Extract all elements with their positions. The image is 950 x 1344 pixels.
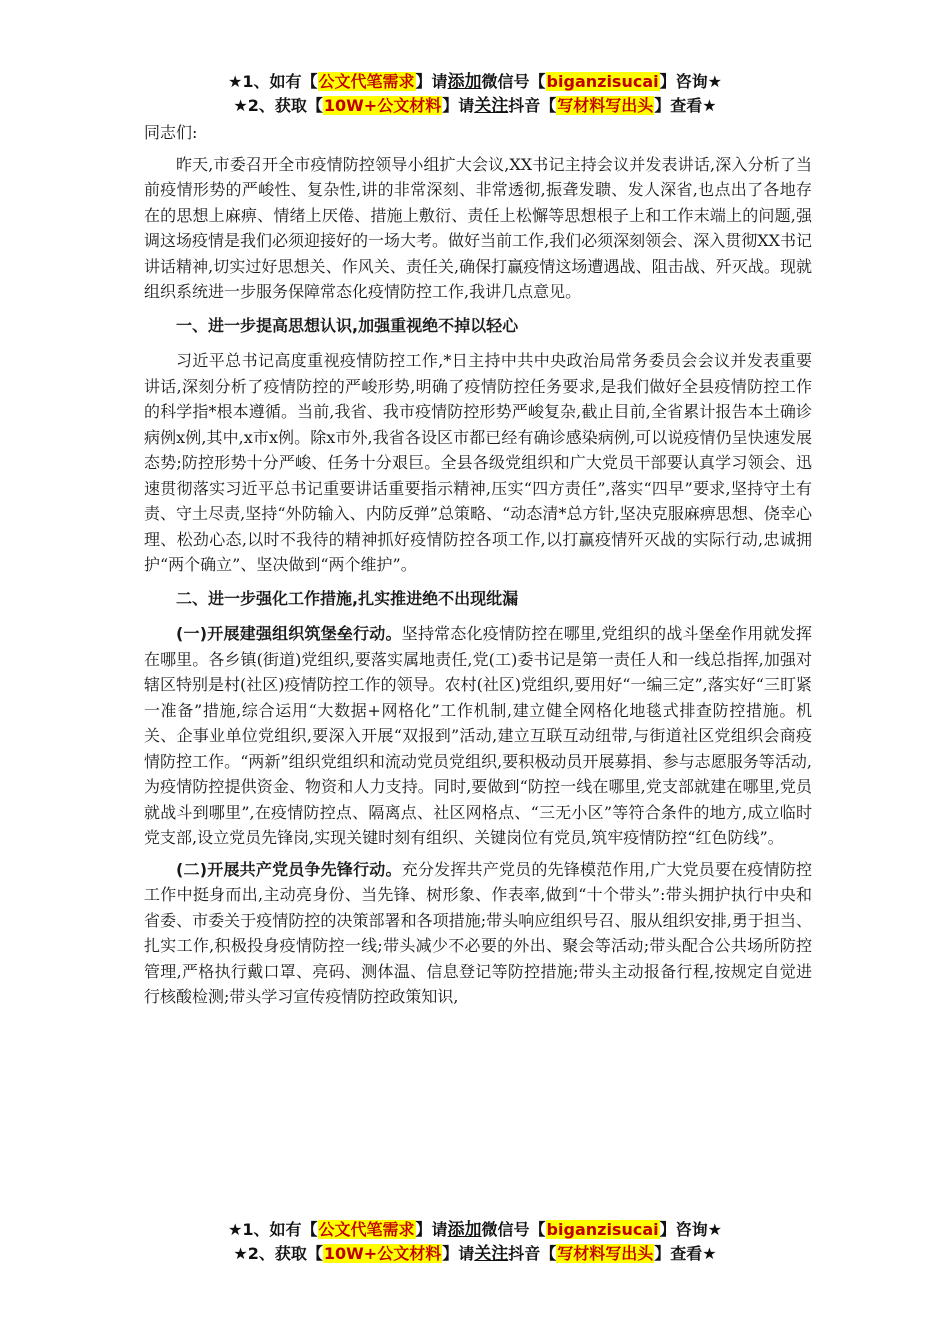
subsection-2-paragraph [144,857,812,1010]
salutation: 同志们: [144,123,198,142]
document-body [144,120,812,1016]
subsection-2-title: (二)开展共产党员争先锋行动。 [176,859,402,879]
intro-paragraph: 昨天,市委召开全市疫情防控领导小组扩大会议,XX书记主持会议并发表讲话,深入分析了当前疫情形势的严峻性、复杂性,讲的非常深刻、非常透彻,振聋发聩、发人深省,也点出了各地存在的思想上麻痹、情绪上厌倦、措施上敷衍、责任上松懈等思想根子上和工作末端上的问题,强调这场疫情是我们必须迎接好的一场大考。做好当前工作,我们必须深刻领会、深入贯彻XX书记讲话精神,切实过好思想关、作风关、责任关,确保打赢疫情这场遭遇战、阻击战、歼灭战。现就组织系统进一步服务保障常态化疫情防控工作,我讲几点意见。 [144,154,812,301]
subsection-1-title: (一)开展建强组织筑堡垒行动。 [176,624,402,643]
promo-text: 微信号【 [481,1220,546,1239]
promo-line-2 [0,94,950,118]
section-1-paragraph: 习近平总书记高度重视疫情防控工作,*日主持中共中央政治局常务委员会会议并发表重要讲话,深刻分析了疫情防控的严峻形势,明确了疫情防控任务要求,是我们做好全县疫情防控工作的科学指*根本遵循。当前,我省、我市疫情防控形势严峻复杂,截止目前,全省累计报告本土确诊病例x例,其中,x市x例。除x市外,我省各设区市都已经有确诊感染病例,可以说疫情仍呈快速发展态势;防控形势十分严峻、任务十分艰巨。全县各级党组织和广大党员干部要认真学习领会、迅速贯彻落实习近平总书记重要讲话重要指示精神,压实“四方责任”,落实“四早”要求,坚持守土有责、守土尽责,坚持“外防输入、内防反弹”总策略、“动态清*总方针,坚决克服麻痹思想、侥幸心理、松劲心态,以时不我待的精神抓好疫情防控各项工作,以打赢疫情歼灭战的实际行动,忠诚拥护“两个确立”、坚决做到“两个维护”。 [144,351,812,574]
subsection-2-body: 充分发挥共产党员的先锋模范作用,广大党员要在疫情防控工作中挺身而出,主动亮身份、当先锋、树形象、作表率,做到“十个带头”:带头拥护执行中央和省委、市委关于疫情防控的决策部署和各项措施;带头响应组织号召、服从组织安排,勇于担当、扎实工作,积极投身疫情防控一线;带头减少不必要的外出、聚会等活动;带头配合公共场所防控管理,严格执行戴口罩、亮码、测体温、信息登记等防控措施;带头主动报备行程,按规定自觉进行核酸检测;带头学习宣传疫情防控政策知识, [144,859,812,1006]
promo-text: ★1、如有【 [228,1220,318,1239]
promo-text: 抖音【 [508,96,557,115]
promo-underlined: 关注 [474,1244,509,1264]
section-heading-1: 一、进一步提高思想认识,加强重视绝不掉以轻心 [176,315,519,335]
promo-text: 】查看★ [654,96,717,115]
subsection-1-paragraph [144,621,812,851]
promo-text: 抖音【 [508,1244,557,1263]
promo-text: 】请 [442,1244,475,1263]
promo-douyin-id: 写材料写出头 [557,1244,654,1263]
promo-text: 】请 [415,72,448,91]
promo-highlight: 公文代笔需求 [318,1220,415,1239]
promo-banner-bottom [0,1218,950,1266]
promo-underlined: 添加 [447,1220,482,1240]
promo-line-1 [0,70,950,94]
promo-banner-top [0,70,950,118]
promo-wechat-id: biganzisucai [546,1220,659,1239]
promo-text: ★2、获取【 [233,1244,323,1263]
subsection-1-body: 坚持常态化疫情防控在哪里,党组织的战斗堡垒作用就发挥在哪里。各乡镇(街道)党组织,要落实属地责任,党(工)委书记是第一责任人和一线总指挥,加强对辖区特别是村(社区)疫情防控工作的领导。农村(社区)党组织,要用好“一编三定”,落实好“三盯紧一准备”措施,综合运用“大数据+网格化”工作机制,建立健全网格化地毯式排查防控措施。机关、企事业单位党组织,要深入开展“双报到”活动,建立互联互动纽带,与街道社区党组织会商疫情防控工作。“两新”组织党组织和流动党员党组织,要积极动员开展募捐、参与志愿服务等活动,为疫情防控提供资金、物资和人力支持。同时,要做到“防控一线在哪里,党支部就建在哪里,党员就战斗到哪里”,在疫情防控点、隔离点、社区网格点、“三无小区”等符合条件的地方,成立临时党支部,设立党员先锋岗,实现关键时刻有组织、关键岗位有党员,筑牢疫情防控“红色防线”。 [144,624,812,847]
promo-line-2 [0,1242,950,1266]
promo-text: 】咨询★ [659,1220,722,1239]
promo-text: 】咨询★ [659,72,722,91]
promo-text: 】请 [442,96,475,115]
promo-text: 微信号【 [481,72,546,91]
promo-underlined: 添加 [447,72,482,92]
section-heading-2: 二、进一步强化工作措施,扎实推进绝不出现纰漏 [176,588,519,608]
promo-highlight: 10W+公文材料 [323,1244,442,1263]
promo-text: 】查看★ [654,1244,717,1263]
promo-text: ★1、如有【 [228,72,318,91]
promo-text: ★2、获取【 [233,96,323,115]
promo-highlight: 公文代笔需求 [318,72,415,91]
promo-highlight: 10W+公文材料 [323,96,442,115]
promo-douyin-id: 写材料写出头 [557,96,654,115]
promo-wechat-id: biganzisucai [546,72,659,91]
promo-text: 】请 [415,1220,448,1239]
promo-underlined: 关注 [474,96,509,116]
promo-line-1 [0,1218,950,1242]
